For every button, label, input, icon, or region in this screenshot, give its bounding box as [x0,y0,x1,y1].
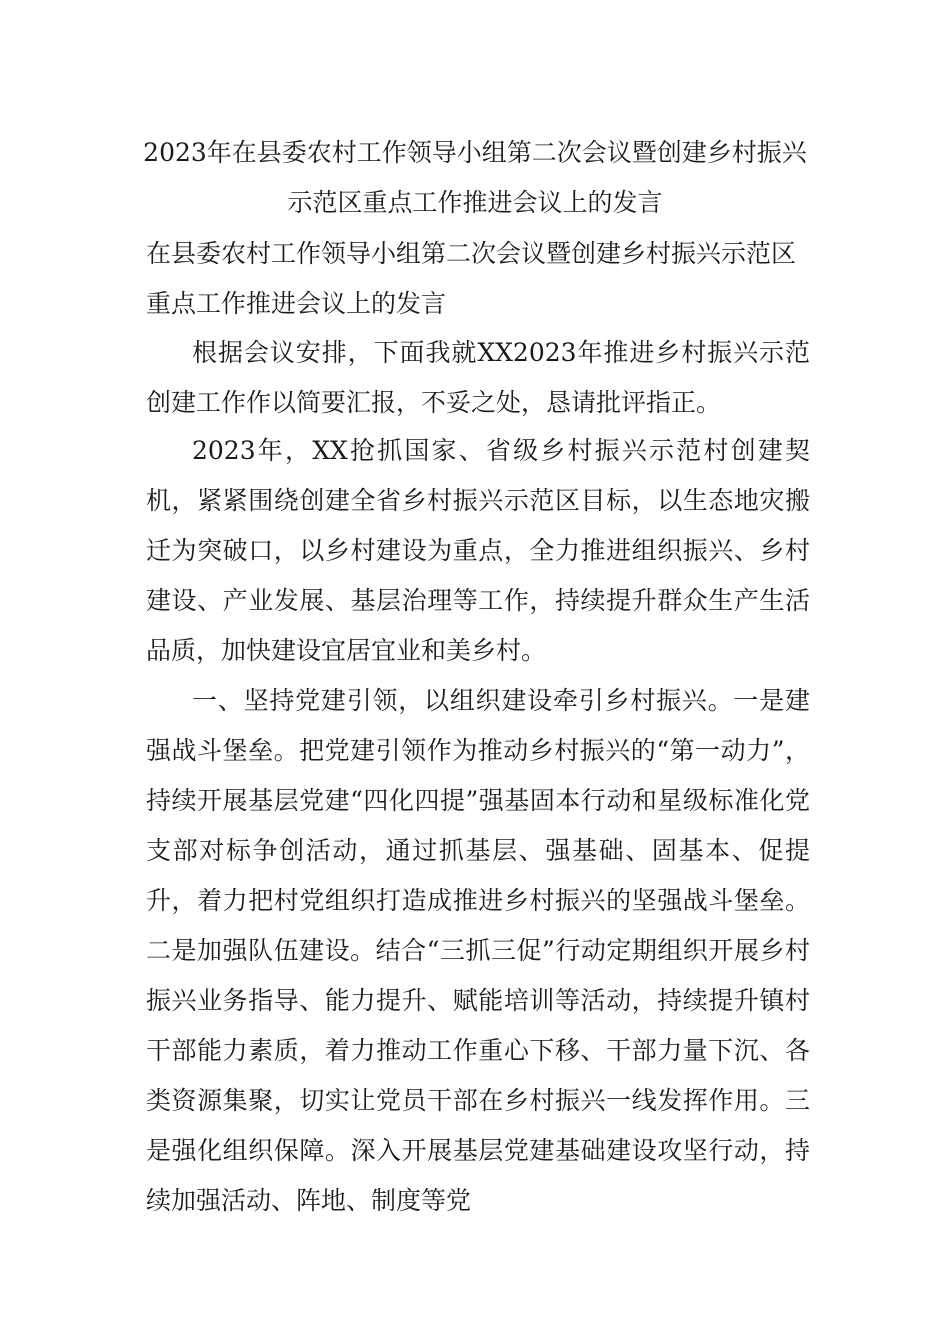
document-title: 2023年在县委农村工作领导小组第二次会议暨创建乡村振兴示范区重点工作推进会议上的发言 [143,138,807,217]
paragraph-overview: 2023年，XX抢抓国家、省级乡村振兴示范村创建契机，紧紧围绕创建全省乡村振兴示范区目标，以生态地灾搬迁为突破口，以乡村建设为重点，全力推进组织振兴、乡村建设、产业发展、基层治理等工作，持续提升群众生产生活品质，加快建设宜居宜业和美乡村。 [146,436,810,665]
paragraph-section-one: 一、坚持党建引领，以组织建设牵引乡村振兴。一是建强战斗堡垒。把党建引领作为推动乡村振兴的“第一动力”，持续开展基层党建“四化四提”强基固本行动和星级标准化党支部对标争创活动，通过抓基层、强基础、固基本、促提升，着力把村党组织打造成推进乡村振兴的坚强战斗堡垒。二是加强队伍建设。结合“三抓三促”行动定期组织开展乡村振兴业务指导、能力提升、赋能培训等活动，持续提升镇村干部能力素质，着力推动工作重心下移、干部力量下沉、各类资源集聚，切实让党员干部在乡村振兴一线发挥作用。三是强化组织保障。深入开展基层党建基础建设攻坚行动，持续加强活动、阵地、制度等党 [146,686,810,1215]
document-subtitle: 在县委农村工作领导小组第二次会议暨创建乡村振兴示范区重点工作推进会议上的发言 [146,239,797,318]
paragraph-intro: 根据会议安排，下面我就XX2023年推进乡村振兴示范创建工作作以简要汇报，不妥之处，恳请批评指正。 [146,338,810,417]
